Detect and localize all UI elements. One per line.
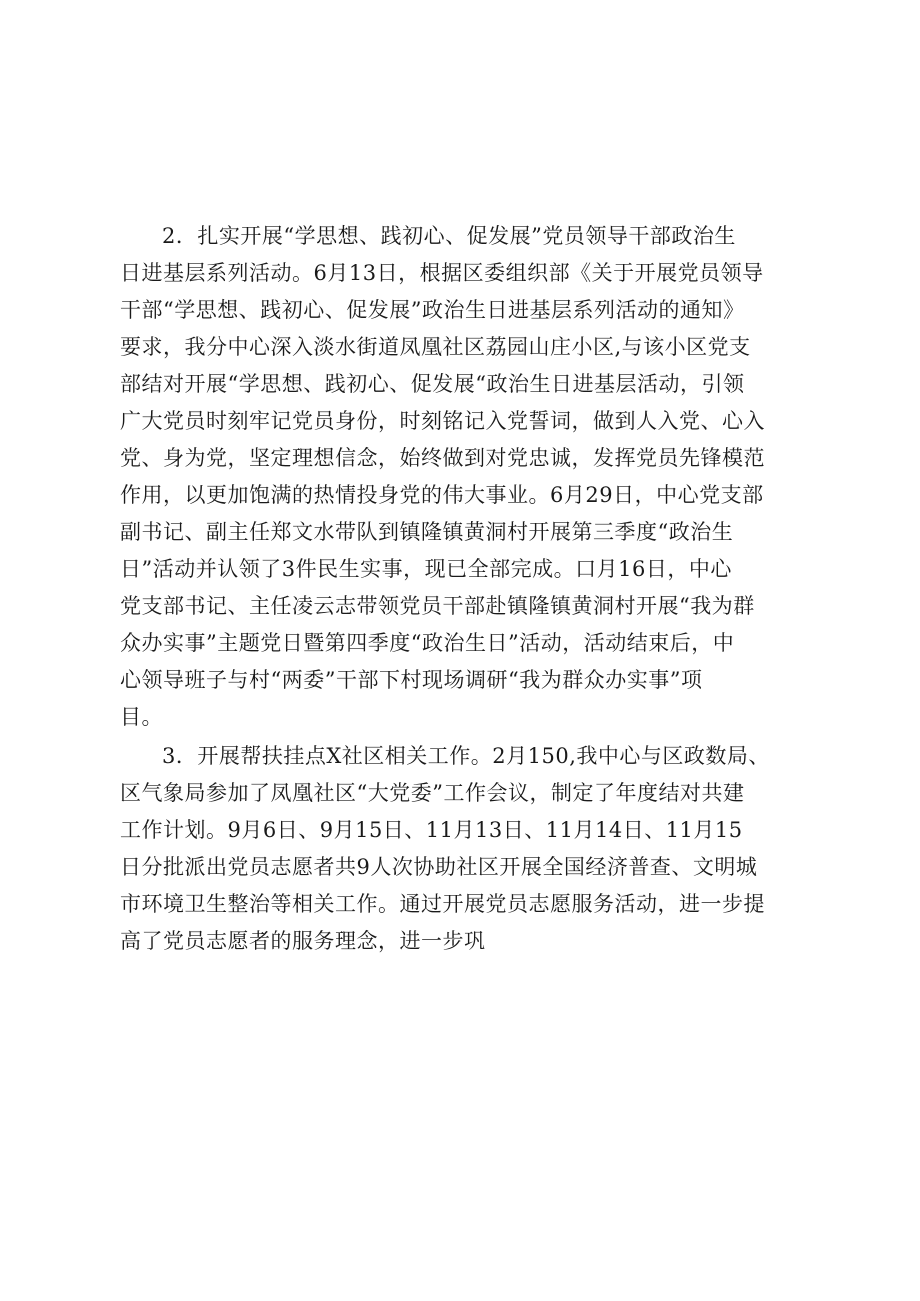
paragraph-2-line-3: 干部“学思想、践初心、促发展”政治生日进基层系列活动的通知》 (120, 298, 745, 322)
paragraph-2-line-14: 目。 (120, 705, 163, 729)
paragraph-2-line-6: 广大党员时刻牢记党员身份，时刻铭记入党誓词，做到人入党、心入 (120, 409, 765, 433)
paragraph-2-line-1: 2．扎实开展“学思想、践初心、促发展”党员领导干部政治生 (162, 224, 736, 248)
paragraph-2-line-5: 部结对开展“学思想、践初心、促发展“政治生日进基层活动，引领 (120, 372, 745, 396)
paragraph-2-line-7: 党、身为党，坚定理想信念，始终做到对党忠诚，发挥党员先锋模范 (120, 446, 765, 470)
paragraph-2-line-12: 众办实事”主题党日暨第四季度“政治生日”活动，活动结束后，中 (120, 631, 735, 655)
paragraph-2-line-4: 要求，我分中心深入淡水街道凤凰社区荔园山庄小区,与该小区党支 (120, 335, 751, 359)
paragraph-3-line-6: 高了党员志愿者的服务理念，进一步巩 (120, 929, 486, 953)
paragraph-3-line-1: 3．开展帮扶挂点X社区相关工作。2月150,我中心与区政数局、 (162, 744, 770, 768)
paragraph-2-line-10: 日”活动并认领了3件民生实事，现已全部完成。口月16日，中心 (120, 557, 732, 581)
paragraph-3-line-2: 区气象局参加了凤凰社区“大党委”工作会议，制定了年度结对共建 (120, 781, 745, 805)
paragraph-3-line-5: 市环境卫生整治等相关工作。通过开展党员志愿服务活动，进一步提 (120, 892, 765, 916)
paragraph-2-line-13: 心领导班子与村“两委”干部下村现场调研“我为群众办实事”项 (120, 668, 703, 692)
paragraph-2-line-8: 作用，以更加饱满的热情投身党的伟大事业。6月29日，中心党支部 (120, 483, 764, 507)
paragraph-3-line-3: 工作计划。9月6日、9月15日、11月13日、11月14日、11月15 (120, 818, 743, 842)
paragraph-2-line-9: 副书记、副主任郑文水带队到镇隆镇黄洞村开展第三季度“政治生 (120, 520, 734, 544)
paragraph-2-line-2: 日进基层系列活动。6月13日，根据区委组织部《关于开展党员领导 (120, 261, 764, 285)
paragraph-2-line-11: 党支部书记、主任凌云志带领党员干部赴镇隆镇黄洞村开展“我为群 (120, 594, 755, 618)
paragraph-3-line-4: 日分批派出党员志愿者共9人次协助社区开展全国经济普查、文明城 (120, 855, 758, 879)
